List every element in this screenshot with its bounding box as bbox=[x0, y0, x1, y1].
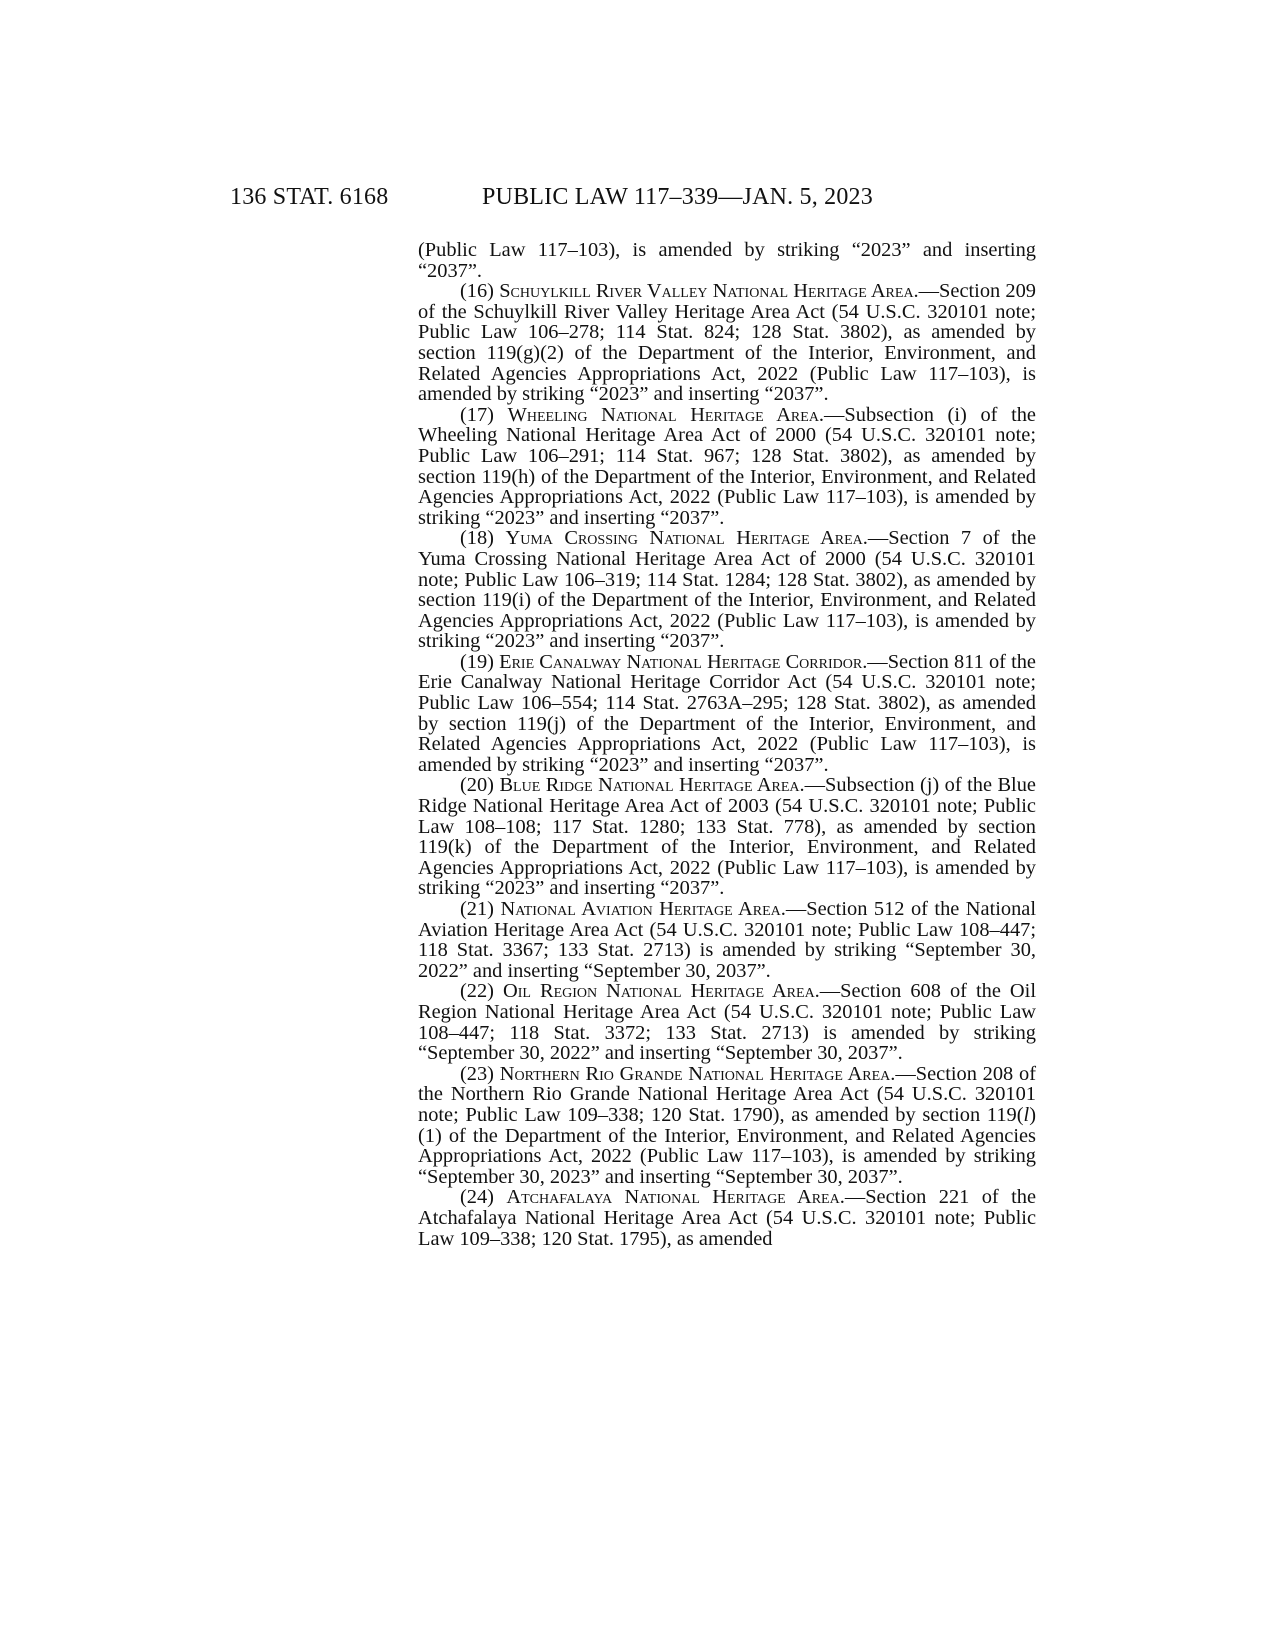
continued-text: (Public Law 117–103), is amended by striking “2023” and inserting “2037”. bbox=[418, 239, 1036, 282]
paragraph-text: —Section 209 of the Schuylkill River Valley Heritage Area Act (54 U.S.C. 320101 note; Public Law 106–278; 114 Stat. 824; 128 Stat. 3802), as amended by section 119(g)(2) of the Department of the Interior, Environment, and Related Agencies Appropriations Act, 2022 (Public Law 117–103), is amended by striking “2023” and inserting “2037”. bbox=[418, 280, 1036, 406]
paragraph-text: —Section 512 of the National Aviation Heritage Area Act (54 U.S.C. 320101 note; Public Law 108–447; 118 Stat. 3367; 133 Stat. 2713) is amended by striking “September 30, 2022” and inserting “September 30, 2037”. bbox=[418, 898, 1037, 982]
paragraph-20 bbox=[418, 775, 1036, 899]
paragraph-heading: Erie Canalway National Heritage Corridor. bbox=[499, 650, 868, 673]
paragraph-heading: National Aviation Heritage Area. bbox=[500, 898, 786, 920]
paragraph-heading: Wheeling National Heritage Area. bbox=[507, 403, 825, 426]
paragraph-number: (16) bbox=[460, 280, 494, 303]
paragraph-text: —Section 221 of the Atchafalaya National Heritage Area Act (54 U.S.C. 320101 note; Public Law 109–338; 120 Stat. 1795), as amended bbox=[418, 1186, 1037, 1250]
paragraph-text: —Subsection (j) of the Blue Ridge National Heritage Area Act of 2003 (54 U.S.C. 320101 note; Public Law 108–108; 117 Stat. 1280; 133 Stat. 778), as amended by section 119(k) of the Department of the Interior, Environment, and Related Agencies Appropriations Act, 2022 (Public Law 117–103), is amended by striking “2023” and inserting “2037”. bbox=[418, 774, 1036, 900]
paragraph-number: (17) bbox=[460, 403, 494, 426]
paragraph-19 bbox=[418, 652, 1036, 776]
paragraph-number: (23) bbox=[460, 1062, 494, 1085]
paragraph-22 bbox=[418, 981, 1036, 1063]
paragraph-24 bbox=[418, 1187, 1036, 1249]
paragraph-number: (24) bbox=[460, 1186, 494, 1209]
paragraph-heading: Northern Rio Grande National Heritage Area. bbox=[499, 1062, 896, 1085]
paragraph-18 bbox=[418, 528, 1036, 652]
paragraph-number: (18) bbox=[460, 527, 494, 550]
paragraph-heading: Oil Region National Heritage Area. bbox=[503, 980, 820, 1003]
paragraph-text: —Subsection (i) of the Wheeling National Heritage Area Act of 2000 (54 U.S.C. 320101 note; Public Law 106–291; 114 Stat. 967; 128 Stat. 3802), as amended by section 119(h) of the Department of the Interior, Environment, and Related Agencies Appropriations Act, 2022 (Public Law 117–103), is amended by striking “2023” and inserting “2037”. bbox=[418, 403, 1036, 529]
paragraph-text-italic: l bbox=[1023, 1103, 1030, 1126]
paragraph-text: —Section 608 of the Oil Region National Heritage Area Act (54 U.S.C. 320101 note; Public Law 108–447; 118 Stat. 3372; 133 Stat. 2713) is amended by striking “September 30, 2022” and inserting “September 30, 2037”. bbox=[418, 980, 1036, 1065]
paragraph-17 bbox=[418, 405, 1036, 529]
paragraph-16 bbox=[418, 281, 1036, 405]
paragraph-text: )(1) of the Department of the Interior, Environment, and Related Agencies Appropriations Act, 2022 (Public Law 117–103), is amended by striking “September 30, 2023” and inserting “September 30, 2037”. bbox=[418, 1103, 1036, 1188]
statute-page-reference: 136 STAT. 6168 bbox=[230, 184, 389, 210]
paragraph-number: (20) bbox=[460, 774, 494, 797]
paragraph-heading: Atchafalaya National Heritage Area. bbox=[506, 1186, 845, 1209]
paragraph-number: (19) bbox=[460, 650, 494, 673]
paragraph-text: —Section 811 of the Erie Canalway National Heritage Corridor Act (54 U.S.C. 320101 note; Public Law 106–554; 114 Stat. 2763A–295; 128 Stat. 3802), as amended by section 119(j) of the Department of the Interior, Environment, and Related Agencies Appropriations Act, 2022 (Public Law 117–103), is amended by striking “2023” and inserting “2037”. bbox=[418, 650, 1036, 776]
running-header-title: PUBLIC LAW 117–339—JAN. 5, 2023 bbox=[482, 184, 873, 210]
document-body bbox=[418, 240, 1036, 1249]
paragraph-number: (22) bbox=[460, 980, 494, 1003]
paragraph-heading: Schuylkill River Valley National Heritage Area. bbox=[499, 280, 919, 303]
paragraph-21 bbox=[418, 899, 1036, 981]
paragraph-text: —Section 208 of the Northern Rio Grande National Heritage Area Act (54 U.S.C. 320101 note; Public Law 109–338; 120 Stat. 1790), as amended by section 119( bbox=[418, 1062, 1036, 1126]
paragraph-heading: Blue Ridge National Heritage Area. bbox=[499, 774, 805, 797]
paragraph-23 bbox=[418, 1064, 1036, 1188]
paragraph-number: (21) bbox=[460, 898, 494, 920]
paragraph-text: —Section 7 of the Yuma Crossing National Heritage Area Act of 2000 (54 U.S.C. 320101 note; Public Law 106–319; 114 Stat. 1284; 128 Stat. 3802), as amended by section 119(i) of the Department of the Interior, Environment, and Related Agencies Appropriations Act, 2022 (Public Law 117–103), is amended by striking “2023” and inserting “2037”. bbox=[418, 527, 1036, 653]
paragraph-heading: Yuma Crossing National Heritage Area. bbox=[505, 527, 868, 550]
